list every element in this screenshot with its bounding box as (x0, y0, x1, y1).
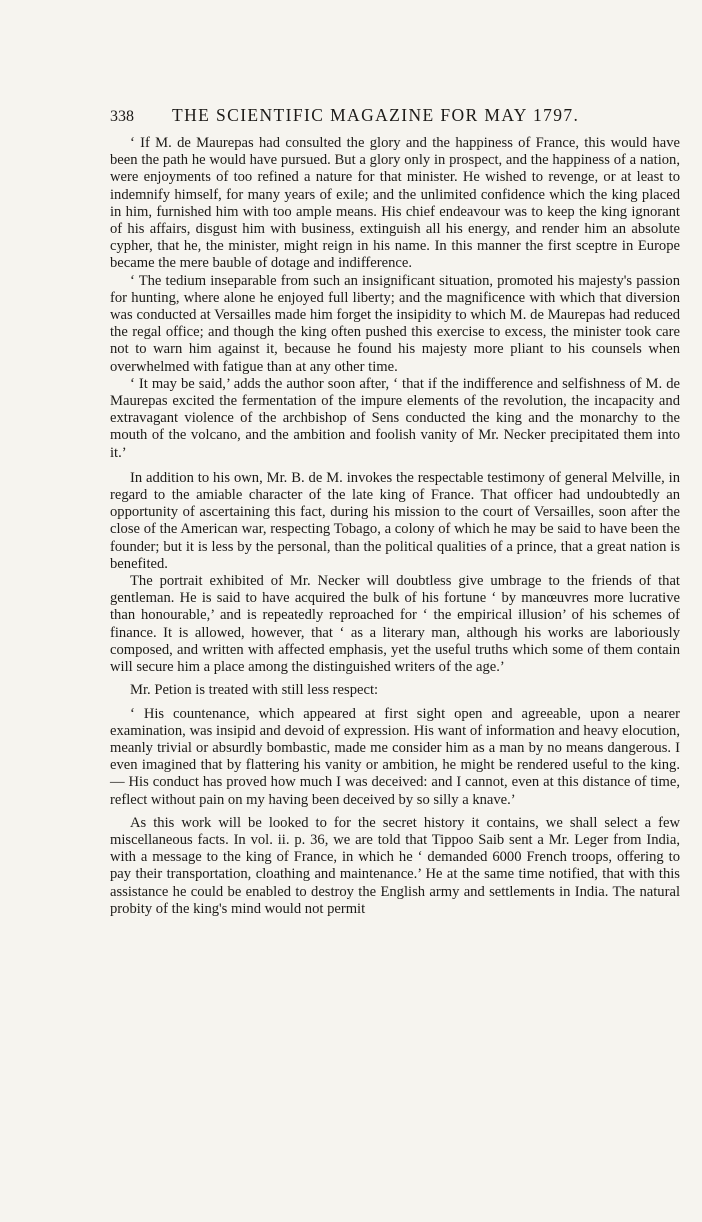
page-number: 338 (110, 108, 134, 125)
paragraph-necker: The portrait exhibited of Mr. Necker will doubtless give umbrage to the friends of that gentleman. He is said to have acquired the bulk of his fortune ‘ by manœuvres more lucrative than honourable,’ and is repeatedly reproached for ‘ the empirical illusion’ of his schemes of finance. It is allowed, however, that ‘ as a literary man, although his works are laboriously composed, and written with affected emphasis, yet the useful truths which some of them contain will secure him a place among the distinguished writers of the age.’ (110, 573, 680, 676)
running-title: THE SCIENTIFIC MAGAZINE FOR MAY 1797. (172, 105, 580, 125)
paragraph-secret-history: As this work will be looked to for the secret history it contains, we shall select a few miscellaneous facts. In vol. ii. p. 36, we are told that Tippoo Saib sent a Mr. Leger from India, with a message to the king of France, in which he ‘ demanded 6000 French troops, offering to pay their transportation, cloathing and maintenance.’ He at the same time notified, that with this assistance he could be enabled to destroy the English army and settlements in India. The natural probity of the king's mind would not permit (110, 814, 680, 917)
paragraph-author-quote: ‘ It may be said,’ adds the author soon after, ‘ that if the indifference and selfishness of M. de Maurepas excited the fermentation of the impure elements of the revolution, the incapacity and extravagant violence of the archbishop of Sens conducted the king and the monarchy to the mouth of the volcano, and the ambition and foolish vanity of Mr. Necker precipitated them into it.’ (110, 375, 680, 461)
paragraph-maurepas-glory: ‘ If M. de Maurepas had consulted the glory and the happiness of France, this would have been the path he would have pursued. But a glory only in prospect, and the happiness of a nation, were enjoyments of too refined a nature for that minister. He wished to revenge, or at least to indemnify himself, for many years of exile; and the unlimited confidence which the king placed in him, furnished him with too ample means. His chief endeavour was to keep the king ignorant of his affairs, disgust him with business, extinguish all his energy, and render him an absolute cypher, that he, the minister, might reign in his name. In this manner the first sceptre in Europe became the mere bauble of dotage and indifference. (110, 135, 680, 272)
paragraph-petion-quote: ‘ His countenance, which appeared at first sight open and agreeable, upon a nearer examination, was insipid and devoid of expression. His want of information and heavy elocution, meanly trivial or absurdly bombastic, made me consider him as a man by no means dangerous. I even imagined that by flattering his vanity or ambition, he might be rendered useful to the king.— His conduct has proved how much I was deceived: and I cannot, even at this distance of time, reflect without pain on my having been deceived by so silly a knave.’ (110, 705, 680, 808)
paragraph-petion-intro: Mr. Petion is treated with still less respect: (130, 682, 379, 699)
paragraph-melville: In addition to his own, Mr. B. de M. invokes the respectable testimony of general Melville, in regard to the amiable character of the late king of France. That officer had undoubtedly an opportunity of ascertaining this fact, during his mission to the court of Versailles, soon after the close of the American war, respecting Tobago, a colony of which he may be said to have been the founder; but it is less by the personal, than the political qualities of a prince, that a great nation is benefited. (110, 469, 680, 572)
article-body (110, 135, 680, 918)
paragraph-hunting: ‘ The tedium inseparable from such an insignificant situation, promoted his majesty's passion for hunting, where alone he enjoyed full liberty; and the magnificence with which that diversion was conducted at Versailles made him forget the insipidity to which M. de Maurepas had reduced the regal office; and though the king often pushed this exercise to excess, the minister took care not to warn him against it, because he found his majesty more pliant to his counsels when overwhelmed with fatigue than at any other time. (110, 272, 680, 375)
page-header (110, 105, 680, 126)
